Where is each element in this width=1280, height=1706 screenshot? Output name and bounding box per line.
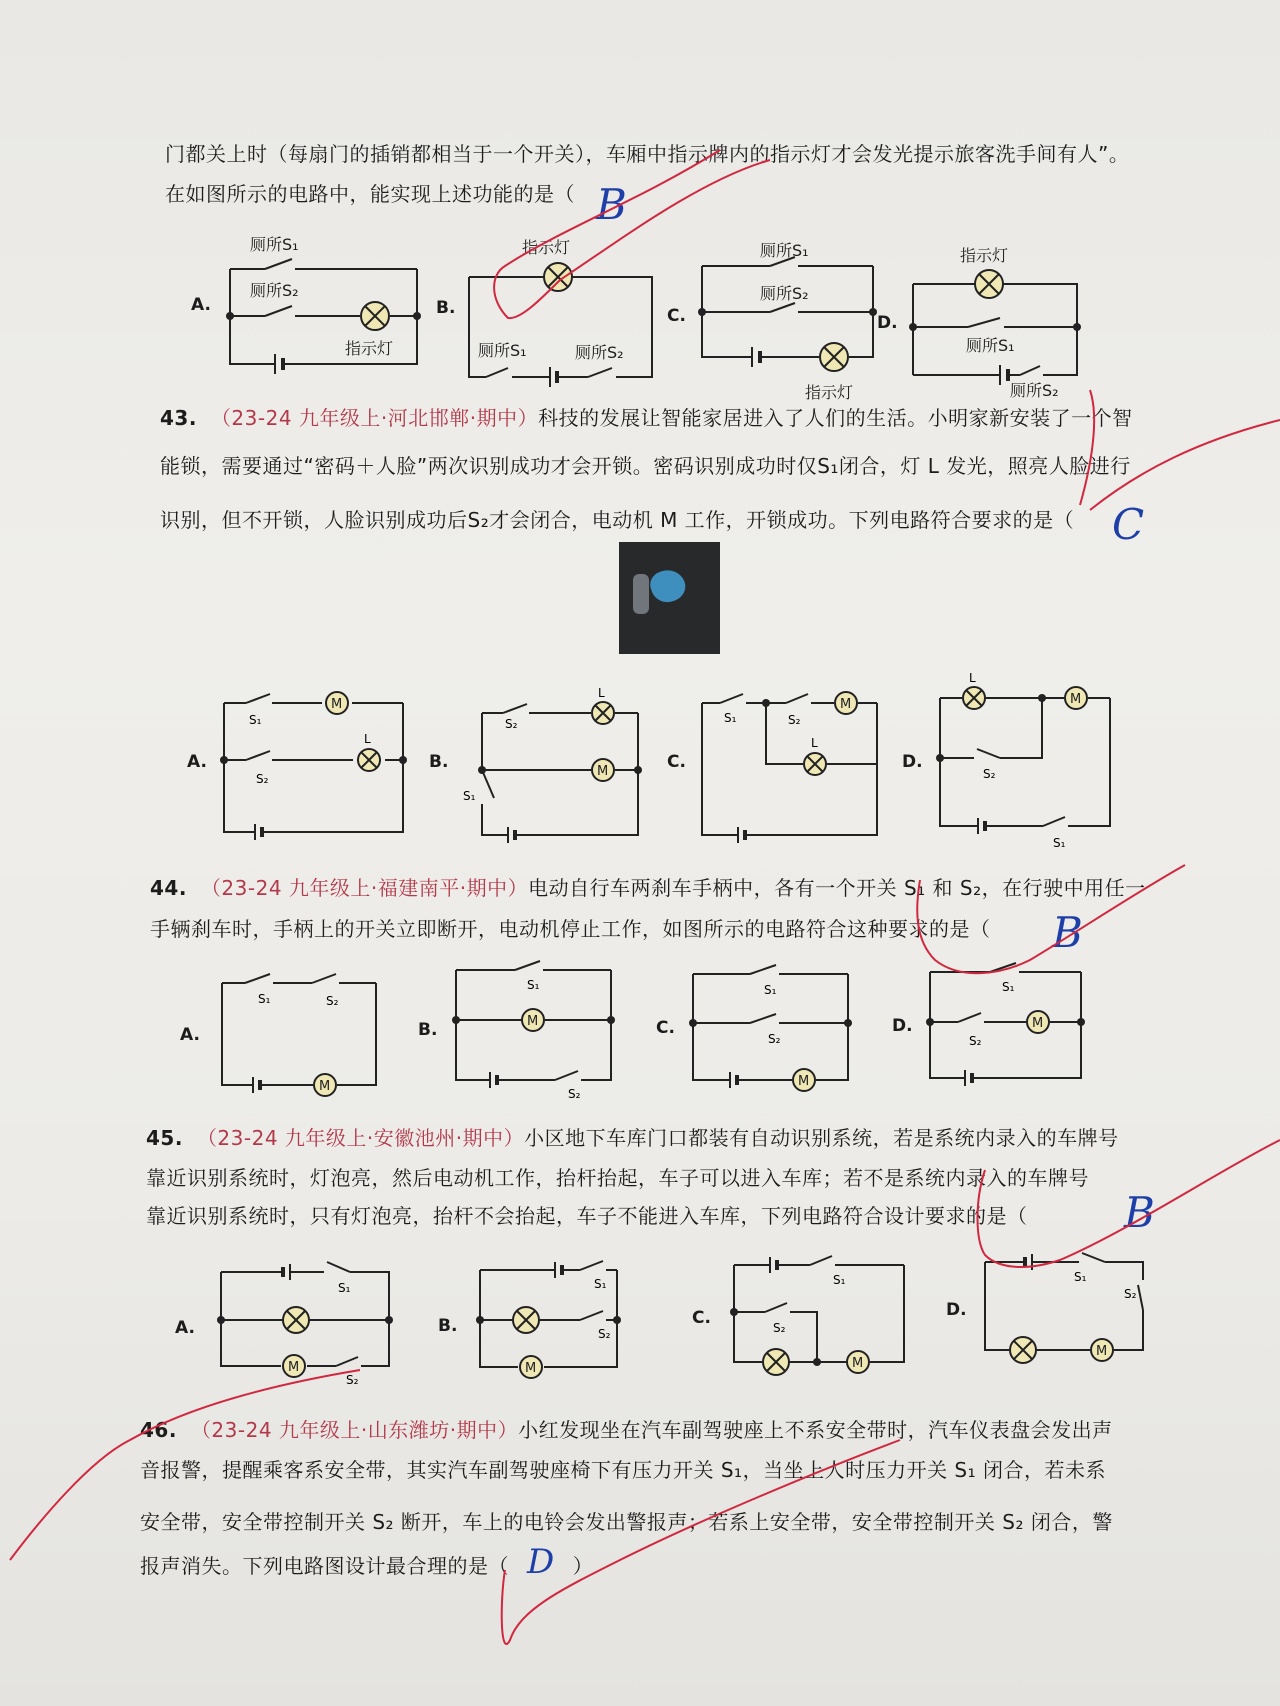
svg-text:M: M: [331, 697, 343, 712]
svg-text:M: M: [798, 1074, 810, 1089]
q42-a-lamp-label: 指示灯: [345, 339, 394, 358]
svg-text:S₂: S₂: [256, 772, 269, 786]
q44-number: 44.: [150, 876, 187, 900]
q44-option-a-label: A.: [180, 1025, 200, 1045]
handwritten-answer-43: C: [1112, 500, 1145, 549]
q43-stem-1: 科技的发展让智能家居进入了人们的生活。小明家新安装了一个智: [538, 406, 1133, 430]
q46-stem-1: 小红发现坐在汽车副驾驶座上不系安全带时，汽车仪表盘会发出声: [518, 1418, 1113, 1442]
q42-b-s1-label: 厕所S₁: [478, 341, 527, 360]
handwritten-answer-46: D: [527, 1542, 555, 1582]
q43-line-2: 能锁，需要通过“密码＋人脸”两次识别成功才会开锁。密码识别成功时仅S₁闭合，灯 L 发光，照亮人脸进行: [160, 454, 1131, 478]
svg-text:S₂: S₂: [598, 1327, 611, 1341]
svg-text:S₁: S₁: [764, 983, 777, 997]
q44-stem-1: 电动自行车两刹车手柄中，各有一个开关 S₁ 和 S₂，在行驶中用任一: [528, 876, 1146, 900]
svg-text:S₁: S₁: [724, 711, 737, 725]
q44-line-2: 手辆刹车时，手柄上的开关立即断开，电动机停止工作，如图所示的电路符合这种要求的是（: [150, 917, 991, 941]
q42-option-b-label: B.: [436, 298, 456, 318]
handwritten-answer-42: B: [596, 180, 627, 229]
q42-a-s2-label: 厕所S₂: [250, 281, 299, 300]
q46-close-paren: ）: [572, 1554, 594, 1578]
q42-d-s2-label: 厕所S₂: [1010, 381, 1059, 400]
q42-c-s1-label: 厕所S₁: [760, 241, 809, 260]
svg-text:S₁: S₁: [527, 978, 540, 992]
svg-text:S₂: S₂: [505, 717, 518, 731]
q43-source: （23-24 九年级上·河北邯郸·期中）: [210, 406, 539, 430]
q46-line-2: 音报警，提醒乘客系安全带，其实汽车副驾驶座椅下有压力开关 S₁，当坐上人时压力开关 S₁ 闭合，若未系: [140, 1458, 1106, 1482]
svg-text:S₁: S₁: [1053, 836, 1066, 850]
q46-line-3: 安全带，安全带控制开关 S₂ 断开，车上的电铃会发出警报声；若系上安全带，安全带控制开关 S₂ 闭合，警: [140, 1510, 1113, 1534]
svg-text:M: M: [319, 1079, 331, 1094]
q42-option-c-label: C.: [667, 306, 686, 326]
svg-text:M: M: [525, 1361, 537, 1376]
handwritten-answer-45: B: [1124, 1188, 1155, 1237]
svg-text:M: M: [597, 764, 609, 779]
q43-option-c-label: C.: [667, 752, 686, 772]
q43-number: 43.: [160, 406, 197, 430]
svg-text:S₂: S₂: [1124, 1287, 1137, 1301]
q45-option-c-label: C.: [692, 1308, 711, 1328]
q43-option-b-label: B.: [429, 752, 449, 772]
q45-number: 45.: [146, 1126, 183, 1150]
svg-text:S₂: S₂: [788, 713, 801, 727]
q45-line-3: 靠近识别系统时，只有灯泡亮，抬杆不会抬起，车子不能进入车库，下列电路符合设计要求的是（: [146, 1204, 1028, 1228]
q46-number: 46.: [140, 1418, 177, 1442]
svg-text:S₁: S₁: [1002, 980, 1015, 994]
q45-option-d-label: D.: [946, 1300, 967, 1320]
q45-source: （23-24 九年级上·安徽池州·期中）: [196, 1126, 525, 1150]
svg-text:S₂: S₂: [983, 767, 996, 781]
q44-source: （23-24 九年级上·福建南平·期中）: [200, 876, 529, 900]
q43-line-3: 识别，但不开锁，人脸识别成功后S₂才会闭合，电动机 M 工作，开锁成功。下列电路符合要求的是（: [160, 508, 1075, 532]
q44-option-c-label: C.: [656, 1018, 675, 1038]
q42-c-lamp-label: 指示灯: [805, 383, 854, 402]
q42-d-s1-label: 厕所S₁: [966, 336, 1015, 355]
q42-d-lamp-label: 指示灯: [960, 246, 1009, 265]
q45-option-a-label: A.: [175, 1318, 195, 1338]
q46-source: （23-24 九年级上·山东潍坊·期中）: [190, 1418, 519, 1442]
svg-text:M: M: [1032, 1016, 1044, 1031]
svg-text:M: M: [527, 1014, 539, 1029]
svg-text:S₂: S₂: [346, 1373, 359, 1387]
svg-text:M: M: [1070, 692, 1082, 707]
q42-a-s1-label: 厕所S₁: [250, 235, 299, 254]
q46-stem-4: 报声消失。下列电路图设计最合理的是（: [140, 1554, 509, 1578]
q42-c-s2-label: 厕所S₂: [760, 284, 809, 303]
svg-text:S₁: S₁: [463, 789, 476, 803]
svg-text:S₁: S₁: [594, 1277, 607, 1291]
svg-text:S₁: S₁: [833, 1273, 846, 1287]
q45-option-b-label: B.: [438, 1316, 458, 1336]
q43-option-a-label: A.: [187, 752, 207, 772]
handwritten-answer-44: B: [1052, 908, 1083, 957]
q44-option-d-label: D.: [892, 1016, 913, 1036]
q45-line-2: 靠近识别系统时，灯泡亮，然后电动机工作，抬杆抬起，车子可以进入车库；若不是系统内录入的车牌号: [146, 1166, 1089, 1190]
q45-stem-1: 小区地下车库门口都装有自动识别系统，若是系统内录入的车牌号: [524, 1126, 1119, 1150]
q42-b-lamp-label: 指示灯: [522, 238, 571, 257]
q42-option-a-label: A.: [191, 295, 211, 315]
svg-text:L: L: [598, 686, 605, 700]
svg-text:M: M: [840, 697, 852, 712]
q42-option-d-label: D.: [877, 313, 898, 333]
svg-text:M: M: [852, 1356, 864, 1371]
q42-b-s2-label: 厕所S₂: [575, 343, 624, 362]
q43-option-d-label: D.: [902, 752, 923, 772]
svg-text:S₂: S₂: [773, 1321, 786, 1335]
svg-text:S₁: S₁: [258, 992, 271, 1006]
svg-text:S₁: S₁: [338, 1281, 351, 1295]
svg-text:S₂: S₂: [326, 994, 339, 1008]
svg-text:S₂: S₂: [768, 1032, 781, 1046]
svg-text:S₂: S₂: [969, 1034, 982, 1048]
svg-text:L: L: [969, 671, 976, 685]
svg-text:S₁: S₁: [249, 713, 262, 727]
q44-option-b-label: B.: [418, 1020, 438, 1040]
svg-text:L: L: [364, 732, 371, 746]
svg-text:M: M: [1096, 1344, 1108, 1359]
intro-line-1: 门都关上时（每扇门的插销都相当于一个开关），车厢中指示牌内的指示灯才会发光提示旅客洗手间有人”。: [165, 142, 1130, 166]
intro-line-2: 在如图所示的电路中，能实现上述功能的是（: [165, 182, 575, 206]
svg-text:S₁: S₁: [1074, 1270, 1087, 1284]
svg-text:L: L: [811, 736, 818, 750]
svg-text:M: M: [288, 1360, 300, 1375]
svg-text:S₂: S₂: [568, 1087, 581, 1101]
